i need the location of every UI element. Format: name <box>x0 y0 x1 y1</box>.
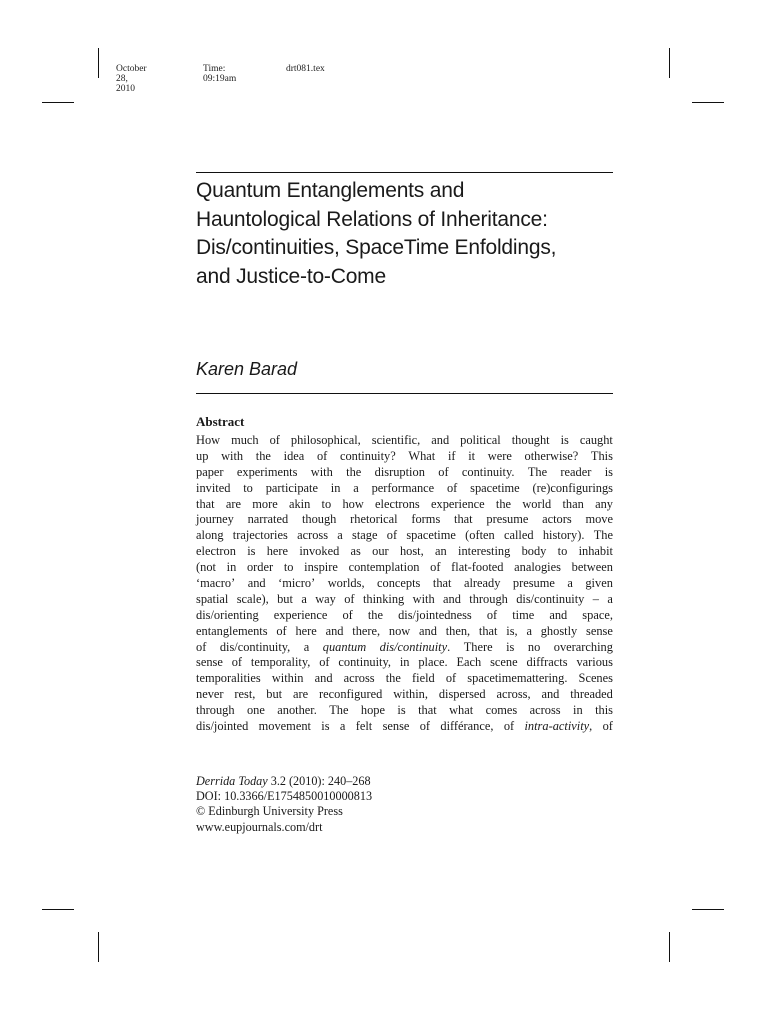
abstract-word: how <box>342 496 364 511</box>
abstract-word: sense <box>382 719 410 734</box>
journal-issue: 3.2 (2010): 240–268 <box>270 774 371 788</box>
abstract-word: a <box>301 591 307 606</box>
abstract-word: a <box>567 576 573 591</box>
title-line: Dis/continuities, SpaceTime Enfoldings, <box>196 236 557 259</box>
abstract-word: The <box>329 703 349 718</box>
abstract-word: that <box>454 512 473 527</box>
abstract-word: then, <box>445 623 471 638</box>
abstract-word: spatial <box>196 591 229 606</box>
abstract-word: with <box>412 591 435 606</box>
abstract-word: is, <box>506 623 518 638</box>
title-line: Hauntological Relations of Inheritance: <box>196 207 548 231</box>
abstract-word: experiments <box>236 464 298 479</box>
abstract-word: is <box>321 719 330 734</box>
abstract-word: but <box>266 687 283 702</box>
abstract-word: to <box>557 544 568 559</box>
abstract-word: worlds, <box>327 576 365 591</box>
abstract-word: of <box>438 464 449 479</box>
abstract-word: temporalities <box>196 671 261 686</box>
citation-copyright: © Edinburgh University Press <box>196 804 343 819</box>
abstract-word: idea <box>283 448 305 463</box>
abstract-body <box>196 433 613 735</box>
abstract-word: it <box>468 448 476 463</box>
abstract-line <box>196 608 613 624</box>
abstract-word: the <box>255 448 271 463</box>
abstract-word: temporality, <box>250 655 311 670</box>
abstract-word: – <box>592 591 599 606</box>
abstract-word: one <box>246 703 265 718</box>
abstract-word: The <box>593 528 613 543</box>
abstract-word: is <box>506 639 515 654</box>
abstract-word: a <box>339 719 346 734</box>
abstract-word: of <box>386 528 398 543</box>
abstract-word: scale), <box>236 591 269 606</box>
abstract-word: stage <box>352 528 378 543</box>
abstract-word: Each <box>456 655 482 670</box>
crop-mark <box>42 909 74 910</box>
crop-mark <box>692 909 724 910</box>
abstract-word: entanglements <box>196 623 268 638</box>
abstract-line <box>196 512 613 528</box>
abstract-word: and <box>325 623 344 638</box>
abstract-word: participate <box>265 480 318 495</box>
abstract-word: given <box>585 576 613 591</box>
abstract-line <box>196 655 613 671</box>
abstract-word: political <box>460 433 501 447</box>
abstract-word: of <box>319 655 330 670</box>
abstract-word: of <box>344 591 355 606</box>
abstract-word: trajectories <box>232 528 288 543</box>
abstract-word: performance <box>371 480 435 495</box>
abstract-word: sense <box>196 655 223 670</box>
abstract-word: a <box>353 480 359 495</box>
abstract-line <box>196 703 613 719</box>
abstract-line <box>196 592 613 608</box>
abstract-word: electrons <box>375 496 420 511</box>
abstract-word: of <box>602 719 613 734</box>
abstract-word: interesting <box>458 544 511 559</box>
abstract-word: the <box>495 496 512 511</box>
abstract-word: ghostly <box>540 623 578 638</box>
abstract-word: of <box>486 607 498 622</box>
abstract-word: of <box>276 623 287 638</box>
abstract-word: host, <box>399 544 424 559</box>
abstract-word: that <box>432 576 452 591</box>
abstract-word: a <box>526 623 532 638</box>
abstract-word: presume <box>486 512 529 527</box>
abstract-word: and <box>431 433 450 447</box>
abstract-word: the <box>346 464 362 479</box>
abstract-word: disruption <box>374 464 425 479</box>
abstract-word: dis/jointedness <box>398 607 472 622</box>
abstract-word: dis/continuity, <box>219 639 291 654</box>
abstract-word: ‘macro’ <box>196 576 236 591</box>
header-filename: drt081.tex <box>286 64 325 74</box>
abstract-word: spacetime <box>406 528 456 543</box>
abstract-word: as <box>350 544 361 559</box>
abstract-word: rhetorical <box>350 512 398 527</box>
abstract-word: much <box>231 433 259 447</box>
title-line: Quantum Entanglements and <box>196 179 465 202</box>
abstract-line <box>196 497 613 513</box>
citation-journal-line <box>196 774 372 789</box>
abstract-word: flat-footed <box>451 560 504 575</box>
abstract-word: What <box>408 448 436 463</box>
abstract-word: order <box>246 560 274 575</box>
abstract-word: here <box>295 623 317 638</box>
header-date: October 28, 2010 <box>116 64 147 94</box>
citation-url: www.eupjournals.com/drt <box>196 819 323 834</box>
abstract-word: of <box>269 433 280 447</box>
abstract-word: with <box>310 464 333 479</box>
abstract-word: body <box>521 544 547 559</box>
abstract-word: dis/continuity. <box>379 639 451 654</box>
abstract-word: world <box>522 496 552 511</box>
abstract-word: thinking <box>362 591 405 606</box>
abstract-word: time <box>512 607 535 622</box>
abstract-word: is <box>560 433 569 447</box>
abstract-word: of <box>196 639 207 654</box>
crop-mark <box>692 102 724 103</box>
abstract-word: rest, <box>234 687 256 702</box>
abstract-word: (re)configurings <box>532 480 613 495</box>
abstract-word: (not <box>196 560 216 575</box>
abstract-word: up <box>196 448 209 463</box>
abstract-word: across <box>343 671 375 686</box>
abstract-word: our <box>372 544 389 559</box>
crop-mark <box>42 102 74 103</box>
abstract-line <box>196 433 613 449</box>
abstract-word: forms <box>411 512 441 527</box>
abstract-word: sense <box>586 623 613 638</box>
abstract-word: contemplation <box>348 560 420 575</box>
abstract-word: felt <box>355 719 373 734</box>
abstract-word: movement <box>258 719 311 734</box>
header-time: Time: 09:19am <box>203 64 237 84</box>
abstract-line <box>196 576 613 592</box>
abstract-word: invoked <box>299 544 340 559</box>
abstract-line <box>196 719 613 735</box>
abstract-word: the <box>385 671 401 686</box>
abstract-line <box>196 671 613 687</box>
abstract-word: history). <box>542 528 585 543</box>
abstract-word: of <box>430 560 441 575</box>
abstract-word: no <box>527 639 541 654</box>
abstract-word: continuity. <box>461 464 515 479</box>
abstract-word: There <box>463 639 493 654</box>
article-title <box>196 177 616 291</box>
abstract-word: quantum <box>322 639 367 654</box>
abstract-word: This <box>590 448 613 463</box>
abstract-word: in <box>330 480 341 495</box>
abstract-word: philosophical, <box>290 433 361 447</box>
abstract-word: through <box>469 591 508 606</box>
abstract-word: otherwise? <box>524 448 579 463</box>
abstract-word: scene <box>490 655 518 670</box>
abstract-line <box>196 687 613 703</box>
abstract-word: are <box>225 496 241 511</box>
abstract-word: place. <box>418 655 448 670</box>
abstract-word: the <box>367 607 383 622</box>
abstract-line <box>196 481 613 497</box>
abstract-word: a <box>303 639 310 654</box>
abstract-word: in <box>573 703 583 718</box>
abstract-word: journey <box>196 512 234 527</box>
abstract-word: experience <box>273 607 328 622</box>
abstract-word: of <box>231 655 243 670</box>
abstract-word: any <box>595 496 613 511</box>
abstract-word: that <box>418 703 437 718</box>
abstract-word: that <box>196 496 215 511</box>
article-author: Karen Barad <box>196 359 298 379</box>
abstract-word: though <box>301 512 337 527</box>
abstract-word: Scenes <box>578 671 613 686</box>
abstract-word: différance, <box>440 719 494 734</box>
abstract-word: dis/continuity <box>516 591 585 606</box>
abstract-word: scientific, <box>371 433 421 447</box>
abstract-word: an <box>435 544 447 559</box>
journal-name: Derrida Today <box>196 774 268 788</box>
abstract-word: presume <box>512 576 555 591</box>
abstract-word: more <box>252 496 278 511</box>
abstract-word: of <box>445 671 457 686</box>
abstract-word: in <box>226 560 237 575</box>
abstract-word: diffracts <box>526 655 568 670</box>
abstract-word: within <box>271 671 304 686</box>
abstract-word: are <box>293 687 309 702</box>
abstract-word: in <box>399 655 410 670</box>
abstract-word: space, <box>582 607 613 622</box>
abstract-word: this <box>595 703 613 718</box>
abstract-word: than <box>562 496 584 511</box>
citation-doi: DOI: 10.3366/E1754850010000813 <box>196 789 373 804</box>
abstract-word: through <box>196 703 235 718</box>
abstract-word: inhabit <box>578 544 613 559</box>
abstract-word: overarching <box>553 639 613 654</box>
crop-mark <box>98 932 99 962</box>
crop-mark <box>669 932 670 962</box>
abstract-word: dis/orienting <box>196 607 259 622</box>
abstract-word: of <box>419 719 431 734</box>
abstract-line <box>196 528 613 544</box>
abstract-word: inspire <box>304 560 338 575</box>
abstract-word: of <box>503 719 515 734</box>
abstract-word: that <box>478 623 498 638</box>
abstract-word: across, <box>496 687 531 702</box>
abstract-word: intra-activity, <box>524 719 593 734</box>
abstract-word: actors <box>542 512 572 527</box>
abstract-word: is <box>604 464 613 479</box>
abstract-line <box>196 544 613 560</box>
abstract-word: if <box>447 448 456 463</box>
abstract-line <box>196 449 613 465</box>
abstract-word: but <box>277 591 293 606</box>
abstract-word: various <box>576 655 613 670</box>
crop-mark <box>669 48 670 78</box>
abstract-word: a <box>607 591 613 606</box>
abstract-word: what <box>449 703 474 718</box>
abstract-word: experience <box>431 496 485 511</box>
abstract-line <box>196 560 613 576</box>
abstract-line <box>196 640 613 656</box>
abstract-word: to <box>283 560 294 575</box>
abstract-word: move <box>585 512 613 527</box>
abstract-word: of <box>446 480 458 495</box>
abstract-word: comes <box>485 703 518 718</box>
abstract-word: spacetimemattering. <box>467 671 568 686</box>
abstract-word: reconfigured <box>319 687 383 702</box>
abstract-word: never <box>196 687 224 702</box>
abstract-word: across <box>529 703 561 718</box>
abstract-word: caught <box>579 433 613 447</box>
abstract-heading: Abstract <box>196 414 245 429</box>
abstract-word: akin <box>288 496 311 511</box>
abstract-word: here <box>266 544 289 559</box>
abstract-word: and <box>541 687 560 702</box>
abstract-word: The <box>527 464 548 479</box>
journal-citation <box>196 774 372 835</box>
abstract-word: dis/jointed <box>196 719 249 734</box>
abstract-word: across <box>297 528 329 543</box>
abstract-word: called <box>503 528 534 543</box>
abstract-line <box>196 465 613 481</box>
abstract-word: now <box>388 623 411 638</box>
abstract-word: narrated <box>247 512 289 527</box>
abstract-word: there, <box>352 623 381 638</box>
abstract-word: a <box>337 528 343 543</box>
abstract-word: way <box>315 591 336 606</box>
title-line: and Justice-to-Come <box>196 264 386 288</box>
abstract-word: hope <box>360 703 385 718</box>
abstract-word: thought <box>511 433 550 447</box>
abstract-word: invited <box>196 480 231 495</box>
abstract-word: analogies <box>514 560 561 575</box>
abstract-word: and <box>549 607 568 622</box>
abstract-word: spacetime <box>470 480 520 495</box>
abstract-word: within, <box>393 687 428 702</box>
abstract-word: paper <box>196 464 224 479</box>
abstract-word: concepts <box>377 576 421 591</box>
abstract-word: How <box>196 433 221 447</box>
abstract-word: ‘micro’ <box>278 576 316 591</box>
abstract-word: of <box>342 607 353 622</box>
abstract-word: along <box>196 528 224 543</box>
abstract-word: is <box>397 703 406 718</box>
crop-mark <box>98 48 99 78</box>
abstract-word: reader <box>560 464 592 479</box>
author-bottom-rule <box>196 393 613 394</box>
abstract-word: (often <box>465 528 495 543</box>
abstract-word: of <box>316 448 328 463</box>
abstract-word: electron <box>196 544 236 559</box>
abstract-line <box>196 624 613 640</box>
abstract-word: to <box>321 496 332 511</box>
abstract-word: is <box>247 544 256 559</box>
abstract-word: dispersed <box>438 687 486 702</box>
title-top-rule <box>196 172 613 173</box>
abstract-word: continuity? <box>339 448 396 463</box>
abstract-word: already <box>463 576 501 591</box>
abstract-word: to <box>243 480 253 495</box>
abstract-word: continuity, <box>338 655 391 670</box>
abstract-word: and <box>419 623 437 638</box>
abstract-word: another. <box>277 703 317 718</box>
abstract-word: with <box>221 448 244 463</box>
abstract-word: between <box>571 560 613 575</box>
abstract-word: and <box>443 591 461 606</box>
abstract-word: threaded <box>570 687 613 702</box>
abstract-word: were <box>487 448 512 463</box>
abstract-word: and <box>314 671 333 686</box>
abstract-word: and <box>247 576 266 591</box>
abstract-word: field <box>412 671 435 686</box>
